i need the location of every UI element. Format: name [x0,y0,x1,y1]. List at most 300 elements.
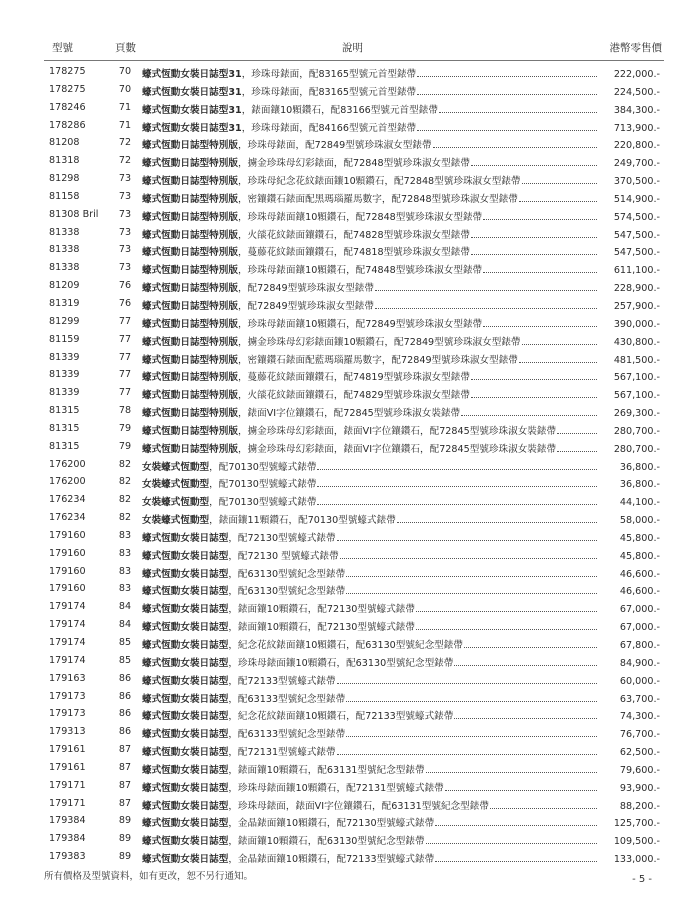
row-product-name: 女裝蠔式恆動型 [142,461,210,473]
dot-leader [557,443,597,452]
row-model: 178275 [49,83,86,95]
row-description [142,120,597,134]
row-model: 179313 [49,726,86,738]
table-row [0,260,698,278]
dot-leader [426,835,597,844]
dot-leader [317,461,597,470]
table-row [0,671,698,689]
row-page: 72 [118,137,132,149]
row-description [142,244,597,258]
table-row [0,296,698,314]
dot-leader [417,86,597,95]
row-price: 46,600.- [619,586,660,598]
row-product-name: 蠔式恆動女裝日誌型 [142,604,229,616]
row-model: 81338 [49,262,80,274]
header-divider [44,60,664,61]
row-price: 574,500.- [613,211,660,223]
table-row [0,528,698,546]
row-model: 81308 Bril [49,208,99,220]
row-detail: ，擄金珍珠母幻彩錶面鑲10顆鑽石，配72849型號珍珠淑女型錶帶 [237,336,521,348]
dot-leader [375,300,597,309]
table-row [0,599,698,617]
row-price: 269,300.- [613,408,660,420]
row-description [142,798,597,812]
row-page: 86 [118,708,132,720]
dot-leader [464,639,597,648]
row-product-name: 蠔式恆動女裝日誌型 [142,818,229,830]
table-header [0,36,698,58]
row-description [142,655,597,669]
row-detail: ，珍珠母錶面鑲10顆鑽石，配72849型號珍珠淑女型錶帶 [237,318,483,330]
row-product-name: 蠔式恆動女裝日誌型 [142,764,229,776]
row-page: 72 [118,155,132,167]
row-price: 58,000.- [619,515,660,527]
row-price: 611,100.- [613,265,660,277]
row-description [142,512,597,526]
row-price: 45,800.- [619,550,660,562]
row-detail: ，錶面鑲10顆鑽石，配72130型號蠔式錶帶 [228,622,415,634]
row-detail: ，紀念花紋錶面鑲10顆鑽石，配72133型號蠔式錶帶 [228,711,454,723]
row-product-name: 蠔式恆動日誌型特別版 [142,265,238,277]
row-product-name: 蠔式恆動女裝日誌型 [142,800,229,812]
row-price: 280,700.- [613,425,660,437]
table-row [0,207,698,225]
row-price: 220,800.- [613,140,660,152]
row-description [142,352,597,366]
dot-leader [471,246,597,255]
row-model: 81318 [49,155,80,167]
dot-leader [483,264,597,273]
row-detail: ，金晶錶面鑲10顆鑽石，配72130型號蠔式錶帶 [228,818,435,830]
row-detail: ，火燄花紋錶面鑲鑽石，配74829型號珍珠淑女型錶帶 [237,390,470,402]
row-page: 73 [118,190,132,202]
row-description [142,334,597,348]
row-detail: ，配70130型號蠔式錶帶 [209,461,317,473]
row-model: 81339 [49,351,80,363]
row-detail: ，錶面鑲10顆鑽石，配72130型號蠔式錶帶 [228,604,415,616]
dot-leader [454,710,597,719]
row-page: 86 [118,690,132,702]
row-description [142,494,597,508]
row-description [142,137,597,151]
row-detail: ，錶面VI字位鑲鑽石，配72845型號珍珠淑女裝錶帶 [237,408,461,420]
row-description [142,780,597,794]
row-detail: ，珍珠母錶面，配83165型號元首型錶帶 [241,69,417,80]
row-product-name: 蠔式恆動日誌型特別版 [142,158,238,170]
row-description [142,708,597,722]
row-detail: ，蔓藤花紋錶面鑲鑽石，配74818型號珍珠淑女型錶帶 [237,247,470,259]
row-page: 77 [118,387,132,399]
row-price: 36,800.- [619,479,660,491]
row-price: 125,700.- [613,818,660,830]
row-detail: ，配70130型號蠔式錶帶 [209,497,317,509]
row-description [142,673,597,687]
row-detail: ，蔓藤花紋錶面鑲鑽石，配74819型號珍珠淑女型錶帶 [237,372,470,384]
row-model: 81158 [49,190,80,202]
row-detail: ，錶面鑲11顆鑽石，配70130型號蠔式錶帶 [209,515,396,527]
row-model: 179174 [49,619,86,631]
row-price: 249,700.- [613,158,660,170]
row-description [142,66,597,80]
row-product-name: 蠔式恆動日誌型特別版 [142,283,238,295]
row-model: 81339 [49,369,80,381]
table-row [0,653,698,671]
row-product-name: 蠔式恆動日誌型特別版 [142,390,238,402]
row-model: 178275 [49,66,86,77]
row-model: 81315 [49,422,80,434]
row-model: 179173 [49,690,86,702]
table-row [0,796,698,814]
table-row [0,813,698,831]
row-description [142,744,597,758]
row-page: 84 [118,619,132,631]
row-detail: ，配70130型號蠔式錶帶 [209,479,317,491]
row-page: 77 [118,369,132,381]
row-price: 280,700.- [613,443,660,455]
table-row [0,64,698,82]
row-product-name: 女裝蠔式恆動型 [142,497,210,509]
row-product-name: 蠔式恆動女裝日誌型 [142,711,229,723]
row-product-name: 蠔式恆動女裝日誌型 [142,568,229,580]
row-product-name: 蠔式恆動日誌型特別版 [142,354,238,366]
row-detail: ，密鑲鑽石錶面配藍瑪瑙羅馬數字，配72849型號珍珠淑女型錶帶 [237,354,518,366]
row-model: 179173 [49,708,86,720]
row-model: 179384 [49,815,86,827]
table-row [0,171,698,189]
table-row [0,581,698,599]
row-product-name: 蠔式恆動女裝日誌型31 [142,86,242,98]
row-description [142,102,597,116]
dot-leader [416,603,597,612]
row-product-name: 蠔式恆動日誌型特別版 [142,247,238,259]
row-model: 176200 [49,476,86,488]
table-row [0,635,698,653]
row-description [142,191,597,205]
row-model: 81159 [49,333,80,345]
row-page: 85 [118,637,132,648]
row-product-name: 蠔式恆動日誌型特別版 [142,211,238,223]
row-detail: ，配72849型號珍珠淑女型錶帶 [237,283,374,295]
row-description [142,423,597,437]
row-price: 514,900.- [613,193,660,205]
row-price: 430,800.- [613,336,660,348]
row-product-name: 蠔式恆動女裝日誌型 [142,782,229,794]
row-description [142,84,597,98]
row-detail: ，配72130 型號蠔式錶帶 [228,550,339,562]
row-price: 390,000.- [613,318,660,330]
footer-note: 所有價格及型號資料，如有更改，恕不另行通知。 [44,871,254,882]
row-description [142,280,597,294]
row-model: 81339 [49,387,80,399]
row-model: 179160 [49,529,86,541]
row-description [142,298,597,312]
header-model: 型號 [52,42,73,54]
row-page: 73 [118,244,132,256]
row-description [142,316,597,330]
row-page: 89 [118,851,132,863]
header-page: 頁數 [115,42,136,54]
row-model: 81338 [49,244,80,256]
dot-leader [337,532,597,541]
table-row [0,82,698,100]
row-detail: ，錶面鑲10顆鑽石，配63131型號紀念型錶帶 [228,764,425,776]
row-detail: ，配72133型號蠔式錶帶 [228,675,336,687]
row-model: 179163 [49,672,86,684]
row-model: 179160 [49,565,86,577]
row-page: 77 [118,315,132,327]
dot-leader [522,336,597,345]
row-detail: ，錶面鑲10顆鑽石，配83166型號元首型錶帶 [241,104,438,116]
table-row [0,564,698,582]
dot-leader [471,389,597,398]
row-price: 44,100.- [619,497,660,509]
dot-leader [417,122,597,131]
dot-leader [346,693,597,702]
table-row [0,242,698,260]
table-row [0,510,698,528]
row-page: 73 [118,262,132,274]
row-model: 81319 [49,297,80,309]
dot-leader [454,657,597,666]
table-row [0,617,698,635]
row-page: 83 [118,583,132,595]
row-description [142,815,597,829]
row-description [142,762,597,776]
table-row [0,831,698,849]
dot-leader [471,371,597,380]
row-product-name: 蠔式恆動女裝日誌型31 [142,104,242,116]
row-description [142,691,597,705]
table-row [0,742,698,760]
row-page: 76 [118,297,132,309]
table-row [0,278,698,296]
row-page: 83 [118,529,132,541]
row-page: 89 [118,815,132,827]
row-description [142,262,597,276]
table-row [0,689,698,707]
row-price: 224,500.- [613,86,660,98]
row-product-name: 蠔式恆動女裝日誌型 [142,836,229,848]
dot-leader [426,764,597,773]
row-price: 46,600.- [619,568,660,580]
table-row [0,439,698,457]
row-product-name: 蠔式恆動日誌型特別版 [142,408,238,420]
dot-leader [346,728,597,737]
row-page: 70 [118,83,132,95]
row-page: 70 [118,66,132,77]
row-detail: ，珍珠母錶面鑲10顆鑽石，配63130型號紀念型錶帶 [228,657,454,669]
row-model: 81315 [49,405,80,417]
row-model: 179160 [49,583,86,595]
row-description [142,583,597,597]
row-description [142,369,597,383]
row-page: 82 [118,476,132,488]
row-price: 62,500.- [619,747,660,759]
row-page: 77 [118,333,132,345]
dot-leader [439,104,597,113]
row-model: 179384 [49,833,86,845]
row-model: 179174 [49,601,86,613]
row-description [142,476,597,490]
dot-leader [471,229,597,238]
table-row [0,100,698,118]
table-row [0,332,698,350]
row-model: 179171 [49,797,86,809]
row-price: 63,700.- [619,693,660,705]
row-product-name: 蠔式恆動日誌型特別版 [142,140,238,152]
row-model: 179160 [49,547,86,559]
row-product-name: 蠔式恆動日誌型特別版 [142,300,238,312]
row-price: 67,000.- [619,604,660,616]
row-page: 73 [118,208,132,220]
row-description [142,155,597,169]
row-page: 79 [118,422,132,434]
dot-leader [416,621,597,630]
row-page: 84 [118,601,132,613]
row-price: 133,000.- [613,854,660,866]
row-page: 78 [118,405,132,417]
row-price: 228,900.- [613,283,660,295]
row-description [142,601,597,615]
row-product-name: 蠔式恆動日誌型特別版 [142,443,238,455]
row-price: 567,100.- [613,372,660,384]
row-page: 77 [118,351,132,363]
row-product-name: 蠔式恆動日誌型特別版 [142,336,238,348]
row-price: 222,000.- [613,69,660,80]
row-model: 81315 [49,440,80,452]
row-product-name: 蠔式恆動日誌型特別版 [142,318,238,330]
table-row [0,350,698,368]
price-list [0,64,698,867]
row-description [142,637,597,651]
dot-leader [490,800,597,809]
row-description [142,619,597,633]
dot-leader [317,478,597,487]
row-detail: ，配63130型號紀念型錶帶 [228,586,346,598]
row-page: 83 [118,565,132,577]
row-description [142,387,597,401]
row-product-name: 蠔式恆動女裝日誌型 [142,854,229,866]
row-model: 179161 [49,744,86,756]
row-product-name: 蠔式恆動女裝日誌型 [142,657,229,669]
row-page: 87 [118,797,132,809]
row-description [142,459,597,473]
dot-leader [445,782,597,791]
row-page: 87 [118,779,132,791]
row-description [142,209,597,223]
row-product-name: 蠔式恆動女裝日誌型 [142,729,229,741]
row-product-name: 蠔式恆動日誌型特別版 [142,176,238,188]
row-model: 81298 [49,173,80,185]
row-detail: ，珍珠母錶面，配84166型號元首型錶帶 [241,122,417,134]
row-detail: ，紀念花紋錶面鑲10顆鑽石，配63130型號紀念型錶帶 [228,640,463,651]
row-model: 179161 [49,761,86,773]
page-number: - 5 - [632,874,652,885]
row-detail: ，配72130型號蠔式錶帶 [228,532,336,544]
dot-leader [471,157,597,166]
row-page: 76 [118,280,132,292]
row-detail: ，珍珠母錶面，配72849型號珍珠淑女型錶帶 [237,140,432,152]
row-product-name: 蠔式恆動女裝日誌型 [142,550,229,562]
row-detail: ，配63133型號紀念型錶帶 [228,693,346,705]
row-detail: ，配63133型號紀念型錶帶 [228,729,346,741]
row-price: 481,500.- [613,354,660,366]
table-row [0,403,698,421]
row-product-name: 蠔式恆動日誌型特別版 [142,193,238,205]
row-product-name: 蠔式恆動女裝日誌型 [142,675,229,687]
row-price: 67,800.- [619,640,660,651]
table-row [0,314,698,332]
row-model: 81208 [49,137,80,149]
row-price: 93,900.- [619,782,660,794]
row-detail: ，擄金珍珠母幻彩錶面，錶面VI字位鑲鑽石，配72845型號珍珠淑女裝錶帶 [237,425,557,437]
row-page: 86 [118,672,132,684]
dot-leader [375,282,597,291]
row-product-name: 蠔式恆動日誌型特別版 [142,229,238,241]
row-page: 73 [118,226,132,238]
row-model: 179171 [49,779,86,791]
row-page: 89 [118,833,132,845]
row-product-name: 蠔式恆動日誌型特別版 [142,372,238,384]
row-price: 384,300.- [613,104,660,116]
row-product-name: 蠔式恆動女裝日誌型 [142,640,229,651]
dot-leader [461,407,597,416]
row-product-name: 女裝蠔式恆動型 [142,515,210,527]
row-product-name: 蠔式恆動日誌型特別版 [142,425,238,437]
row-price: 60,000.- [619,675,660,687]
row-page: 85 [118,654,132,666]
table-row [0,385,698,403]
row-description [142,441,597,455]
dot-leader [483,211,597,220]
table-row [0,135,698,153]
table-row [0,457,698,475]
row-page: 73 [118,173,132,185]
row-price: 84,900.- [619,657,660,669]
row-detail: ，火燄花紋錶面鑲鑽石，配74828型號珍珠淑女型錶帶 [237,229,470,241]
row-product-name: 蠔式恆動女裝日誌型31 [142,69,242,80]
dot-leader [346,585,597,594]
row-page: 87 [118,744,132,756]
dot-leader [340,550,597,559]
row-model: 81338 [49,226,80,238]
dot-leader [417,68,597,77]
row-detail: ，配72849型號珍珠淑女型錶帶 [237,300,374,312]
row-description [142,851,597,865]
row-price: 547,500.- [613,229,660,241]
row-detail: ，擄金珍珠母幻彩錶面，錶面VI字位鑲鑽石，配72845型號珍珠淑女裝錶帶 [237,443,557,455]
row-page: 82 [118,494,132,506]
header-description: 說明 [342,42,363,54]
row-price: 257,900.- [613,300,660,312]
dot-leader [519,193,597,202]
dot-leader [337,675,597,684]
row-detail: ，錶面鑲10顆鑽石，配63130型號紀念型錶帶 [228,836,425,848]
row-model: 179174 [49,654,86,666]
row-detail: ，擄金珍珠母幻彩錶面，配72848型號珍珠淑女型錶帶 [237,158,470,170]
row-detail: ，珍珠母錶面鑲10顆鑽石，配72848型號珍珠淑女型錶帶 [237,211,483,223]
row-detail: ，配72131型號蠔式錶帶 [228,747,336,759]
table-row [0,492,698,510]
table-row [0,724,698,742]
table-row [0,153,698,171]
row-price: 67,000.- [619,622,660,634]
row-model: 176234 [49,494,86,506]
row-description [142,227,597,241]
row-description [142,405,597,419]
row-product-name: 蠔式恆動女裝日誌型 [142,693,229,705]
header-price: 港幣零售價 [609,42,662,54]
